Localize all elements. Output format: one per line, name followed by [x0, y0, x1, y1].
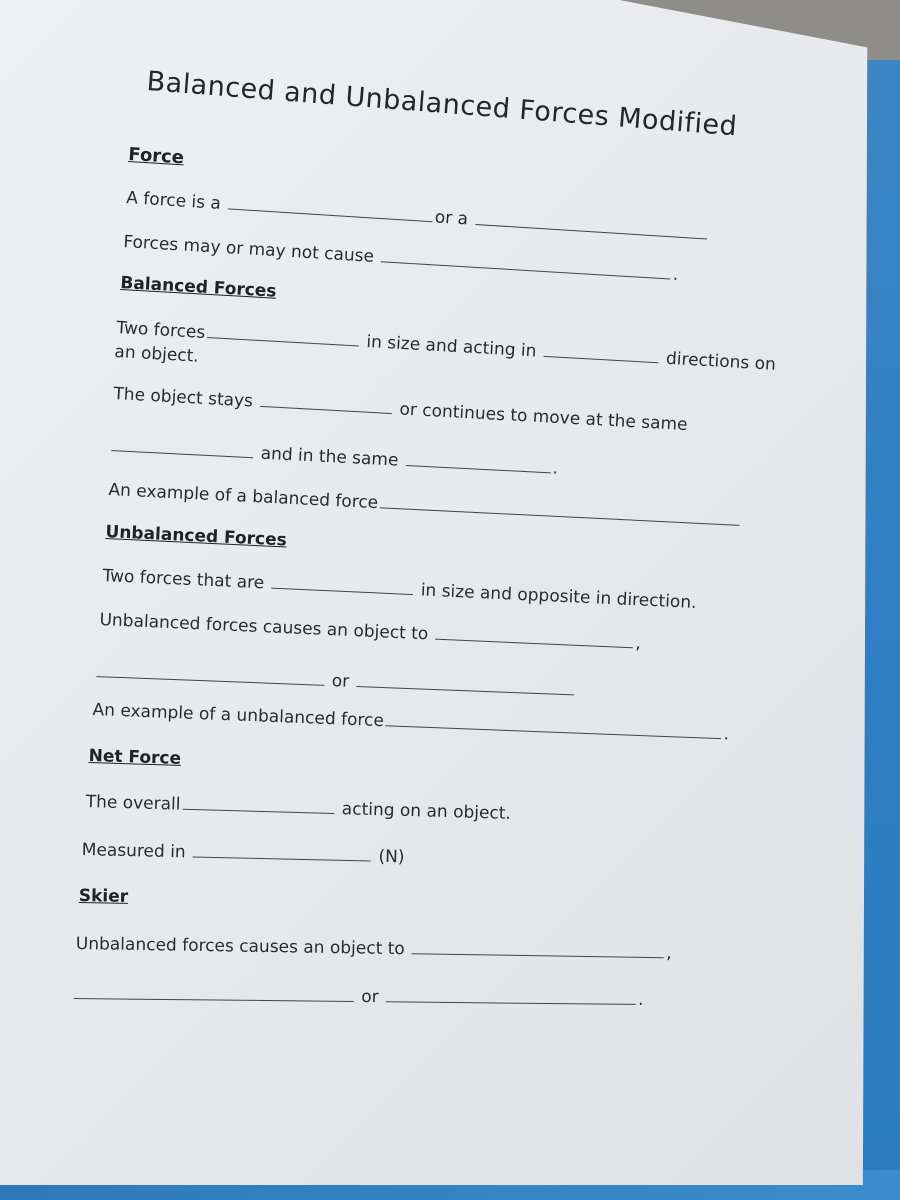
netforce-blank-2[interactable]: [193, 856, 371, 862]
unbalanced-blank-5[interactable]: [386, 724, 722, 739]
unbalanced-line-3: [94, 662, 577, 700]
skier-line-2: [72, 984, 644, 1010]
balanced-line-2: [113, 384, 688, 435]
balanced-text-3end: .: [552, 458, 559, 479]
unbalanced-blank-4[interactable]: [356, 685, 574, 695]
balanced-text-3a: and in the same: [260, 443, 399, 471]
balanced-text-1b: in size and acting in: [365, 331, 537, 362]
netforce-line-1: [85, 792, 511, 824]
skier-blank-1[interactable]: [412, 952, 664, 958]
force-blank-3[interactable]: [381, 260, 671, 279]
balanced-blank-3[interactable]: [260, 405, 392, 414]
balanced-blank-1[interactable]: [207, 336, 359, 346]
heading-balanced-forces: Balanced Forces: [119, 273, 278, 302]
skier-text-1end: ,: [666, 943, 672, 964]
force-text-2a: Forces may or may not cause: [122, 232, 375, 267]
unbalanced-text-4end: .: [723, 724, 730, 745]
unbalanced-text-3a: or: [331, 671, 350, 692]
unbalanced-blank-1[interactable]: [271, 587, 413, 595]
unbalanced-text-2a: Unbalanced forces causes an object to: [99, 610, 429, 645]
unbalanced-text-2end: ,: [635, 633, 642, 654]
skier-blank-2[interactable]: [74, 997, 354, 1002]
force-line-1: [126, 188, 710, 245]
balanced-blank-2[interactable]: [544, 355, 659, 363]
unbalanced-text-4a: An example of a unbalanced force: [92, 700, 385, 732]
force-text-1b: or a: [434, 207, 469, 230]
heading-force: Force: [127, 144, 185, 169]
balanced-line-4: [108, 480, 742, 531]
balanced-text-2a: The object stays: [112, 384, 254, 412]
unbalanced-blank-2[interactable]: [435, 638, 633, 649]
netforce-blank-1[interactable]: [182, 808, 334, 814]
skier-text-2end: .: [637, 989, 644, 1010]
netforce-text-1a: The overall: [85, 792, 181, 815]
netforce-line-2: [82, 840, 405, 867]
balanced-text-4a: An example of a balanced force: [108, 480, 379, 514]
balanced-text-2b: or continues to move at the same: [398, 399, 689, 436]
balanced-text-1c: directions on: [665, 348, 777, 375]
skier-text-1a: Unbalanced forces causes an object to: [75, 934, 405, 960]
heading-net-force: Net Force: [88, 746, 182, 769]
heading-skier: Skier: [78, 886, 129, 907]
force-blank-2[interactable]: [475, 223, 707, 240]
balanced-line-1: [113, 318, 777, 375]
balanced-line-3: [109, 436, 559, 479]
balanced-blank-4[interactable]: [111, 449, 253, 458]
force-text-2end: .: [672, 264, 679, 285]
unbalanced-line-2: [99, 610, 641, 654]
unbalanced-line-1: [102, 566, 697, 613]
worksheet-title: Balanced and Unbalanced Forces Modified: [145, 66, 739, 143]
unbalanced-text-1b: in size and opposite in direction.: [420, 580, 697, 613]
netforce-text-1b: acting on an object.: [341, 799, 512, 824]
unbalanced-line-4: [92, 700, 729, 744]
balanced-blank-5[interactable]: [406, 464, 551, 473]
heading-unbalanced-forces: Unbalanced Forces: [105, 522, 288, 551]
netforce-text-2a: Measured in: [81, 840, 186, 863]
balanced-blank-6[interactable]: [380, 506, 740, 526]
skier-blank-3[interactable]: [386, 1000, 636, 1005]
unbalanced-text-1a: Two forces that are: [102, 566, 265, 594]
skier-line-1: [76, 934, 672, 963]
force-blank-1[interactable]: [228, 207, 433, 222]
skier-text-2a: or: [361, 987, 379, 1008]
balanced-text-1a: Two forces: [115, 318, 206, 343]
unbalanced-blank-3[interactable]: [96, 675, 324, 686]
netforce-text-2b: (N): [378, 846, 405, 868]
balanced-text-1d: an object.: [113, 342, 200, 367]
force-text-1a: A force is a: [125, 188, 222, 214]
